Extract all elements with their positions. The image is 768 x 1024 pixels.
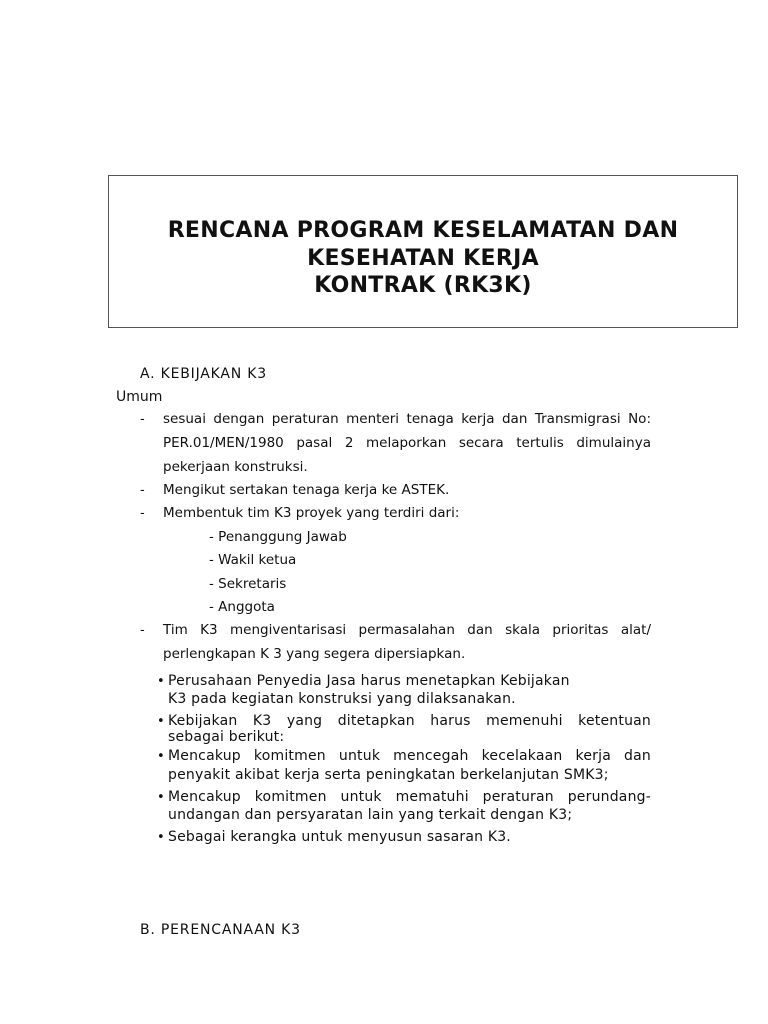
bullet5-line1: Sebagai kerangka untuk menyusun sasaran K3. bbox=[168, 829, 511, 845]
bullet4-line2: undangan dan persyaratan lain yang terkait dengan K3; bbox=[168, 807, 573, 823]
dash-marker: - bbox=[140, 506, 145, 521]
bullet-dot: • bbox=[157, 674, 165, 689]
title-line-2: KESEHATAN KERJA bbox=[307, 246, 539, 271]
item3-text: Membentuk tim K3 proyek yang terdiri dari: bbox=[163, 505, 460, 521]
bullet3-line1: Mencakup komitmen untuk mencegah kecelakaan kerja dan bbox=[168, 748, 651, 764]
dash-marker: - bbox=[140, 412, 145, 427]
bullet4-line1: Mencakup komitmen untuk mematuhi peraturan perundang- bbox=[168, 789, 651, 805]
item1-line1: sesuai dengan peraturan menteri tenaga kerja dan Transmigrasi No: bbox=[163, 411, 651, 427]
bullet-dot: • bbox=[157, 830, 165, 845]
team-member: - Penanggung Jawab bbox=[209, 529, 347, 545]
section-b-heading: B. PERENCANAAN K3 bbox=[140, 922, 301, 938]
title-box bbox=[108, 175, 738, 328]
section-a-heading: A. KEBIJAKAN K3 bbox=[140, 366, 267, 382]
item1-line2: PER.01/MEN/1980 pasal 2 melaporkan secara tertulis dimulainya bbox=[163, 435, 651, 451]
bullet1-line1: Perusahaan Penyedia Jasa harus menetapkan Kebijakan bbox=[168, 673, 570, 689]
section-a-subheading: Umum bbox=[116, 389, 163, 405]
bullet1-line2: K3 pada kegiatan konstruksi yang dilaksanakan. bbox=[168, 691, 516, 707]
bullet-dot: • bbox=[157, 714, 165, 729]
dash-marker: - bbox=[140, 483, 145, 498]
bullet-dot: • bbox=[157, 749, 165, 764]
team-member: - Wakil ketua bbox=[209, 552, 297, 568]
dash-marker: - bbox=[140, 623, 145, 638]
item4-line2: perlengkapan K 3 yang segera dipersiapkan. bbox=[163, 646, 466, 662]
item4-line1: Tim K3 mengiventarisasi permasalahan dan skala prioritas alat/ bbox=[163, 622, 651, 638]
title-line-3: KONTRAK (RK3K) bbox=[314, 273, 532, 298]
bullet2-line2: sebagai berikut: bbox=[168, 729, 285, 745]
item1-line3: pekerjaan konstruksi. bbox=[163, 459, 308, 475]
item2-text: Mengikut sertakan tenaga kerja ke ASTEK. bbox=[163, 482, 450, 498]
bullet-dot: • bbox=[157, 790, 165, 805]
team-member: - Anggota bbox=[209, 599, 275, 615]
title-line-1: RENCANA PROGRAM KESELAMATAN DAN bbox=[167, 218, 679, 243]
team-member: - Sekretaris bbox=[209, 576, 287, 592]
bullet3-line2: penyakit akibat kerja serta peningkatan berkelanjutan SMK3; bbox=[168, 767, 609, 783]
bullet2-line1: Kebijakan K3 yang ditetapkan harus memenuhi ketentuan bbox=[168, 713, 651, 729]
